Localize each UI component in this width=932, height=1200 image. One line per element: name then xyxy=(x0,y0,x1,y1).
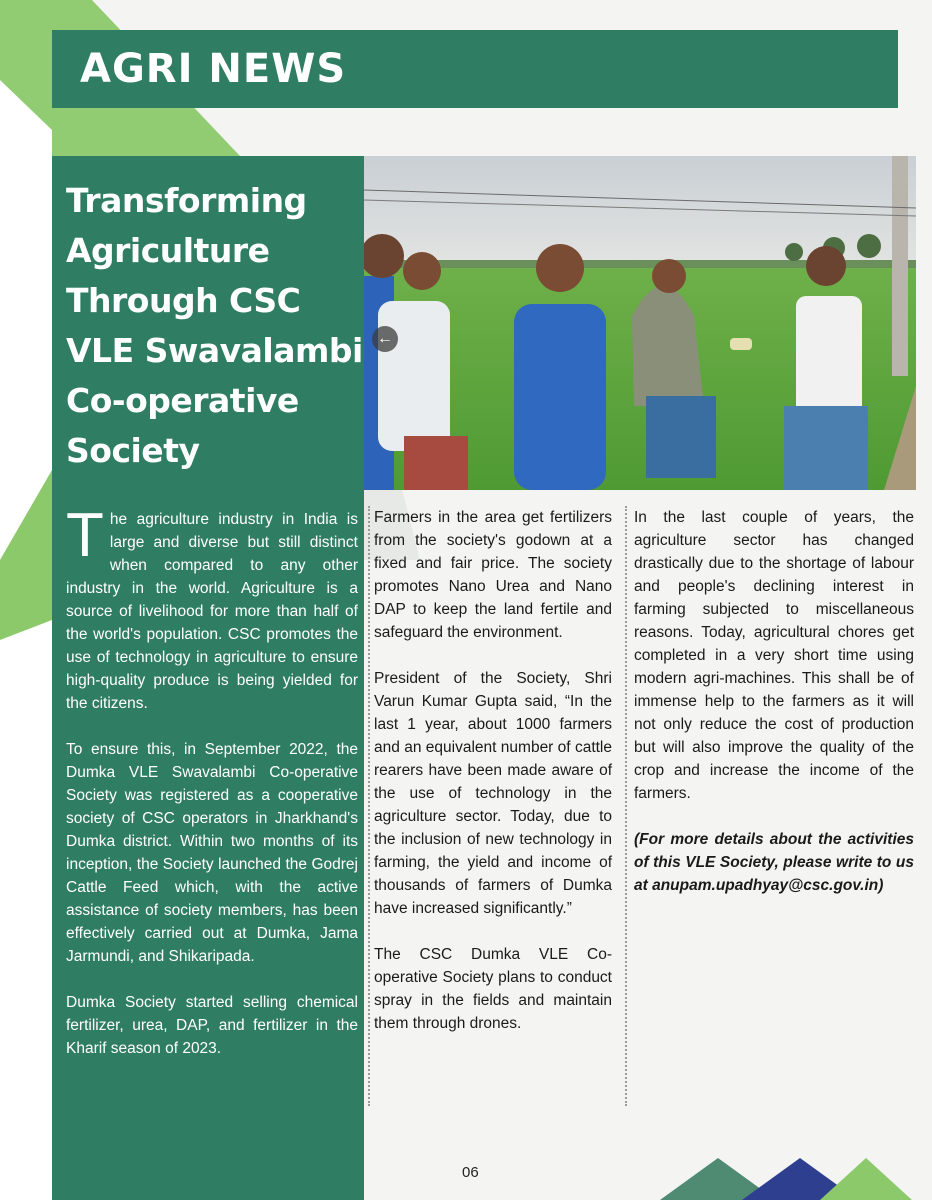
intro-paragraph: The agriculture industry in India is large and diverse but still distinct when compared to any other industry in the world. Agriculture is a source of livelihood for more than half of the world's population. CSC promotes the use of technology in agriculture to ensure high-quality produce is being yielded for the citizens. xyxy=(66,501,358,712)
headline-line: Co-operative xyxy=(66,381,299,420)
paragraph: The CSC Dumka VLE Co-operative Society plans to conduct spray in the fields and maintain them through drones. xyxy=(374,946,612,1032)
left-column-panel xyxy=(52,156,364,1200)
right-column-text xyxy=(634,506,914,920)
farmers-field-photo xyxy=(364,156,916,490)
paragraph: Dumka Society started selling chemical fertilizer, urea, DAP, and fertilizer in the Kharif season of 2023. xyxy=(66,994,358,1057)
section-title: AGRI NEWS xyxy=(80,46,347,92)
previous-arrow-icon[interactable]: ← xyxy=(372,326,398,352)
column-divider xyxy=(368,506,370,1106)
headline-line: VLE Swavalambi xyxy=(66,331,363,370)
paragraph: President of the Society, Shri Varun Kumar Gupta said, “In the last 1 year, about 1000 farmers and an equivalent number of cattle rearers have been made aware of the use of technology in the agriculture sector. Today, due to the inclusion of new technology in farming, the yield and income of thousands of farmers of Dumka have increased significantly.” xyxy=(374,670,612,917)
headline-line: Transforming xyxy=(66,181,307,220)
left-column-text xyxy=(66,501,358,1083)
drop-cap: T xyxy=(66,501,104,570)
middle-column-text xyxy=(374,506,612,1058)
paragraph: Farmers in the area get fertilizers from the society's godown at a fixed and fair price. The society promotes Nano Urea and Nano DAP to keep the land fertile and safeguard the environment. xyxy=(374,509,612,641)
contact-note: (For more details about the activities of this VLE Society, please write to us at anupam.upadhyay@csc.gov.in) xyxy=(634,831,914,894)
headline-line: Through CSC xyxy=(66,281,301,320)
paragraph: To ensure this, in September 2022, the Dumka VLE Swavalambi Co-operative Society was registered as a cooperative society of CSC operators in Jharkhand's Dumka district. Within two months of its inception, the Society launched the Godrej Cattle Feed which, with the active assistance of society members, has been effectively carried out at Dumka, Jama Jarmundi, and Shikaripada. xyxy=(66,741,358,965)
headline-line: Agriculture xyxy=(66,231,270,270)
page-number: 06 xyxy=(462,1164,479,1181)
paragraph: In the last couple of years, the agriculture sector has changed drastically due to the shortage of labour and people's declining interest in farming subjected to miscellaneous reasons. Today, agricultural chores get completed in a very short time using modern agri-machines. This shall be of immense help to the farmers as it will not only reduce the cost of production but will also improve the quality of the crop and increase the income of the farmers. xyxy=(634,509,914,802)
headline-line: Society xyxy=(66,431,200,470)
section-header-bar xyxy=(52,30,898,108)
column-divider xyxy=(625,506,627,1106)
article-headline xyxy=(66,176,363,476)
